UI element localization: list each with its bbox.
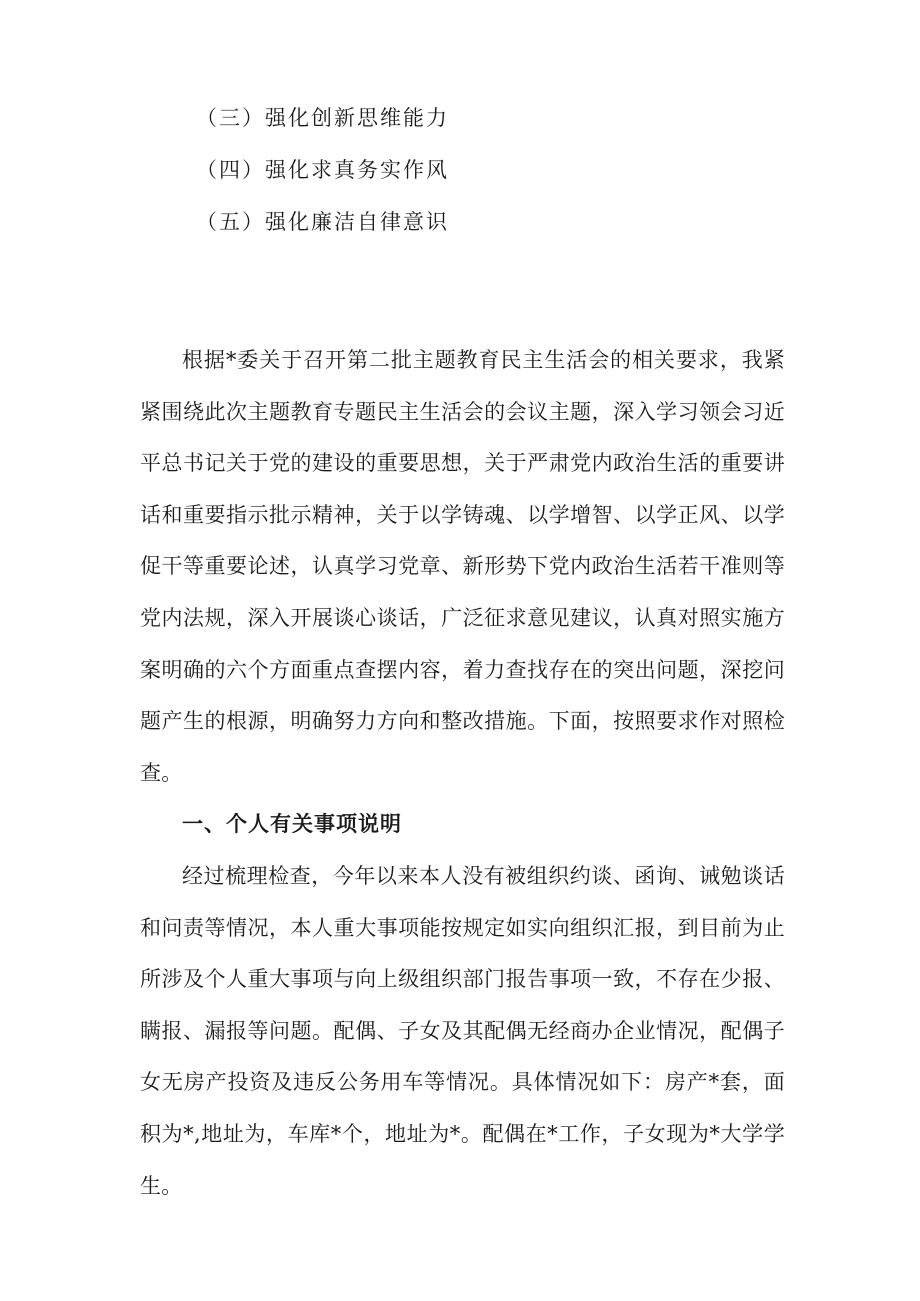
personal-matters-paragraph: 经过梳理检查，今年以来本人没有被组织约谈、函询、诫勉谈话和问责等情况，本人重大事项能按规定如实向组织汇报，到目前为止所涉及个人重大事项与向上级组织部门报告事项一致，不存在少报、瞒报、漏报等问题。配偶、子女及其配偶无经商办企业情况，配偶子女无房产投资及违反公务用车等情况。具体情况如下：房产*套，面积为*,地址为，车库*个，地址为*。配偶在*工作，子女现为*大学学生。 [140,863,785,1198]
intro-paragraph: 根据*委关于召开第二批主题教育民主生活会的相关要求，我紧紧围绕此次主题教育专题民主生活会的会议主题，深入学习领会习近平总书记关于党的建设的重要思想，关于严肃党内政治生活的重要讲话和重要指示批示精神，关于以学铸魂、以学增智、以学正风、以学促干等重要论述，认真学习党章、新形势下党内政治生活若干准则等党内法规，深入开展谈心谈话，广泛征求意见建议，认真对照实施方案明确的六个方面重点查摆内容，着力查找存在的突出问题，深挖问题产生的根源，明确努力方向和整改措施。下面，按照要求作对照检查。 [140,348,785,785]
document-body [140,335,785,1212]
outline-item-5: （五）强化廉洁自律意识 [196,210,449,234]
section-heading-personal-matters: 一、个人有关事项说明 [182,812,402,837]
outline-item-4: （四）强化求真务实作风 [196,158,449,182]
outline-item-3: （三）强化创新思维能力 [196,106,449,130]
outline-list [196,96,449,252]
